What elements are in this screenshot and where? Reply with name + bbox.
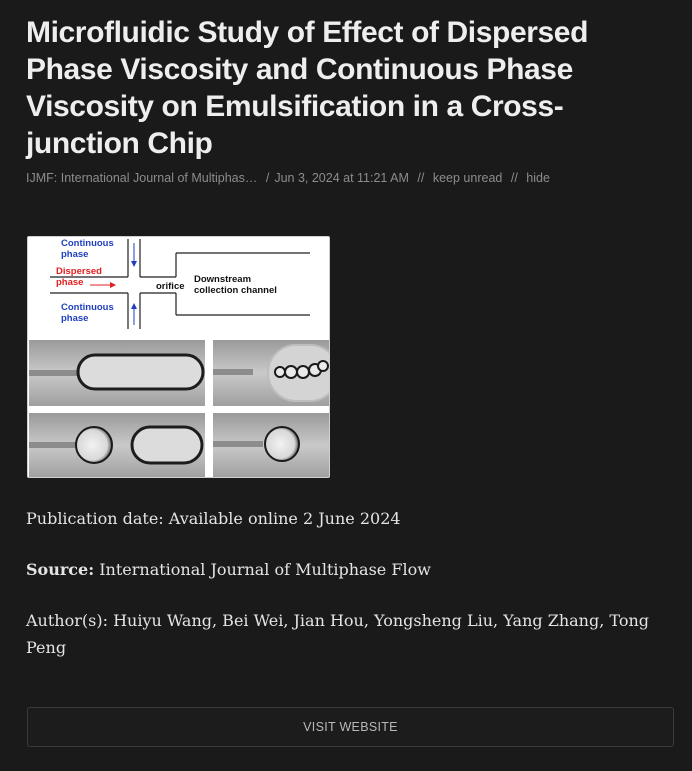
micrograph-1 xyxy=(29,340,205,406)
figure-graphic xyxy=(28,237,330,478)
meta-separator: // xyxy=(510,171,518,185)
authors-line: Author(s): Huiyu Wang, Bei Wei, Jian Hou, Yongsheng Liu, Yang Zhang, Tong Peng xyxy=(26,611,649,657)
svg-text:phase: phase xyxy=(61,249,89,260)
article-body xyxy=(26,505,666,685)
publish-date: Jun 3, 2024 at 11:21 AM xyxy=(274,171,409,185)
svg-text:collection channel: collection channel xyxy=(194,285,277,296)
publication-date: Publication date: Available online 2 June 2024 xyxy=(26,509,401,528)
article xyxy=(26,14,674,185)
micrograph-3 xyxy=(29,413,205,478)
svg-text:phase: phase xyxy=(61,313,89,324)
svg-text:phase: phase xyxy=(56,277,84,288)
article-figure[interactable] xyxy=(27,236,330,478)
label-continuous-bottom: Continuous xyxy=(61,302,114,313)
label-dispersed: Dispersed xyxy=(56,266,102,277)
micrograph-2 xyxy=(213,340,330,406)
label-continuous-top: Continuous xyxy=(61,238,114,249)
article-meta xyxy=(26,171,674,185)
feed-source-link[interactable]: IJMF: International Journal of Multiphas… xyxy=(26,171,258,185)
keep-unread-link[interactable]: keep unread xyxy=(432,171,503,185)
meta-separator: // xyxy=(417,171,425,185)
source-line: Source: International Journal of Multiphase Flow xyxy=(26,560,431,579)
article-title[interactable]: Microfluidic Study of Effect of Dispersed Phase Viscosity and Continuous Phase Viscosity on Emulsification in a Cross-junction Chip xyxy=(26,16,588,160)
label-orifice: orifice xyxy=(156,281,185,292)
meta-separator: / xyxy=(265,171,270,185)
micrograph-4 xyxy=(213,413,330,478)
visit-website-button[interactable]: VISIT WEBSITE xyxy=(27,707,674,747)
label-downstream: Downstream xyxy=(194,274,252,285)
hide-link[interactable]: hide xyxy=(526,171,550,185)
